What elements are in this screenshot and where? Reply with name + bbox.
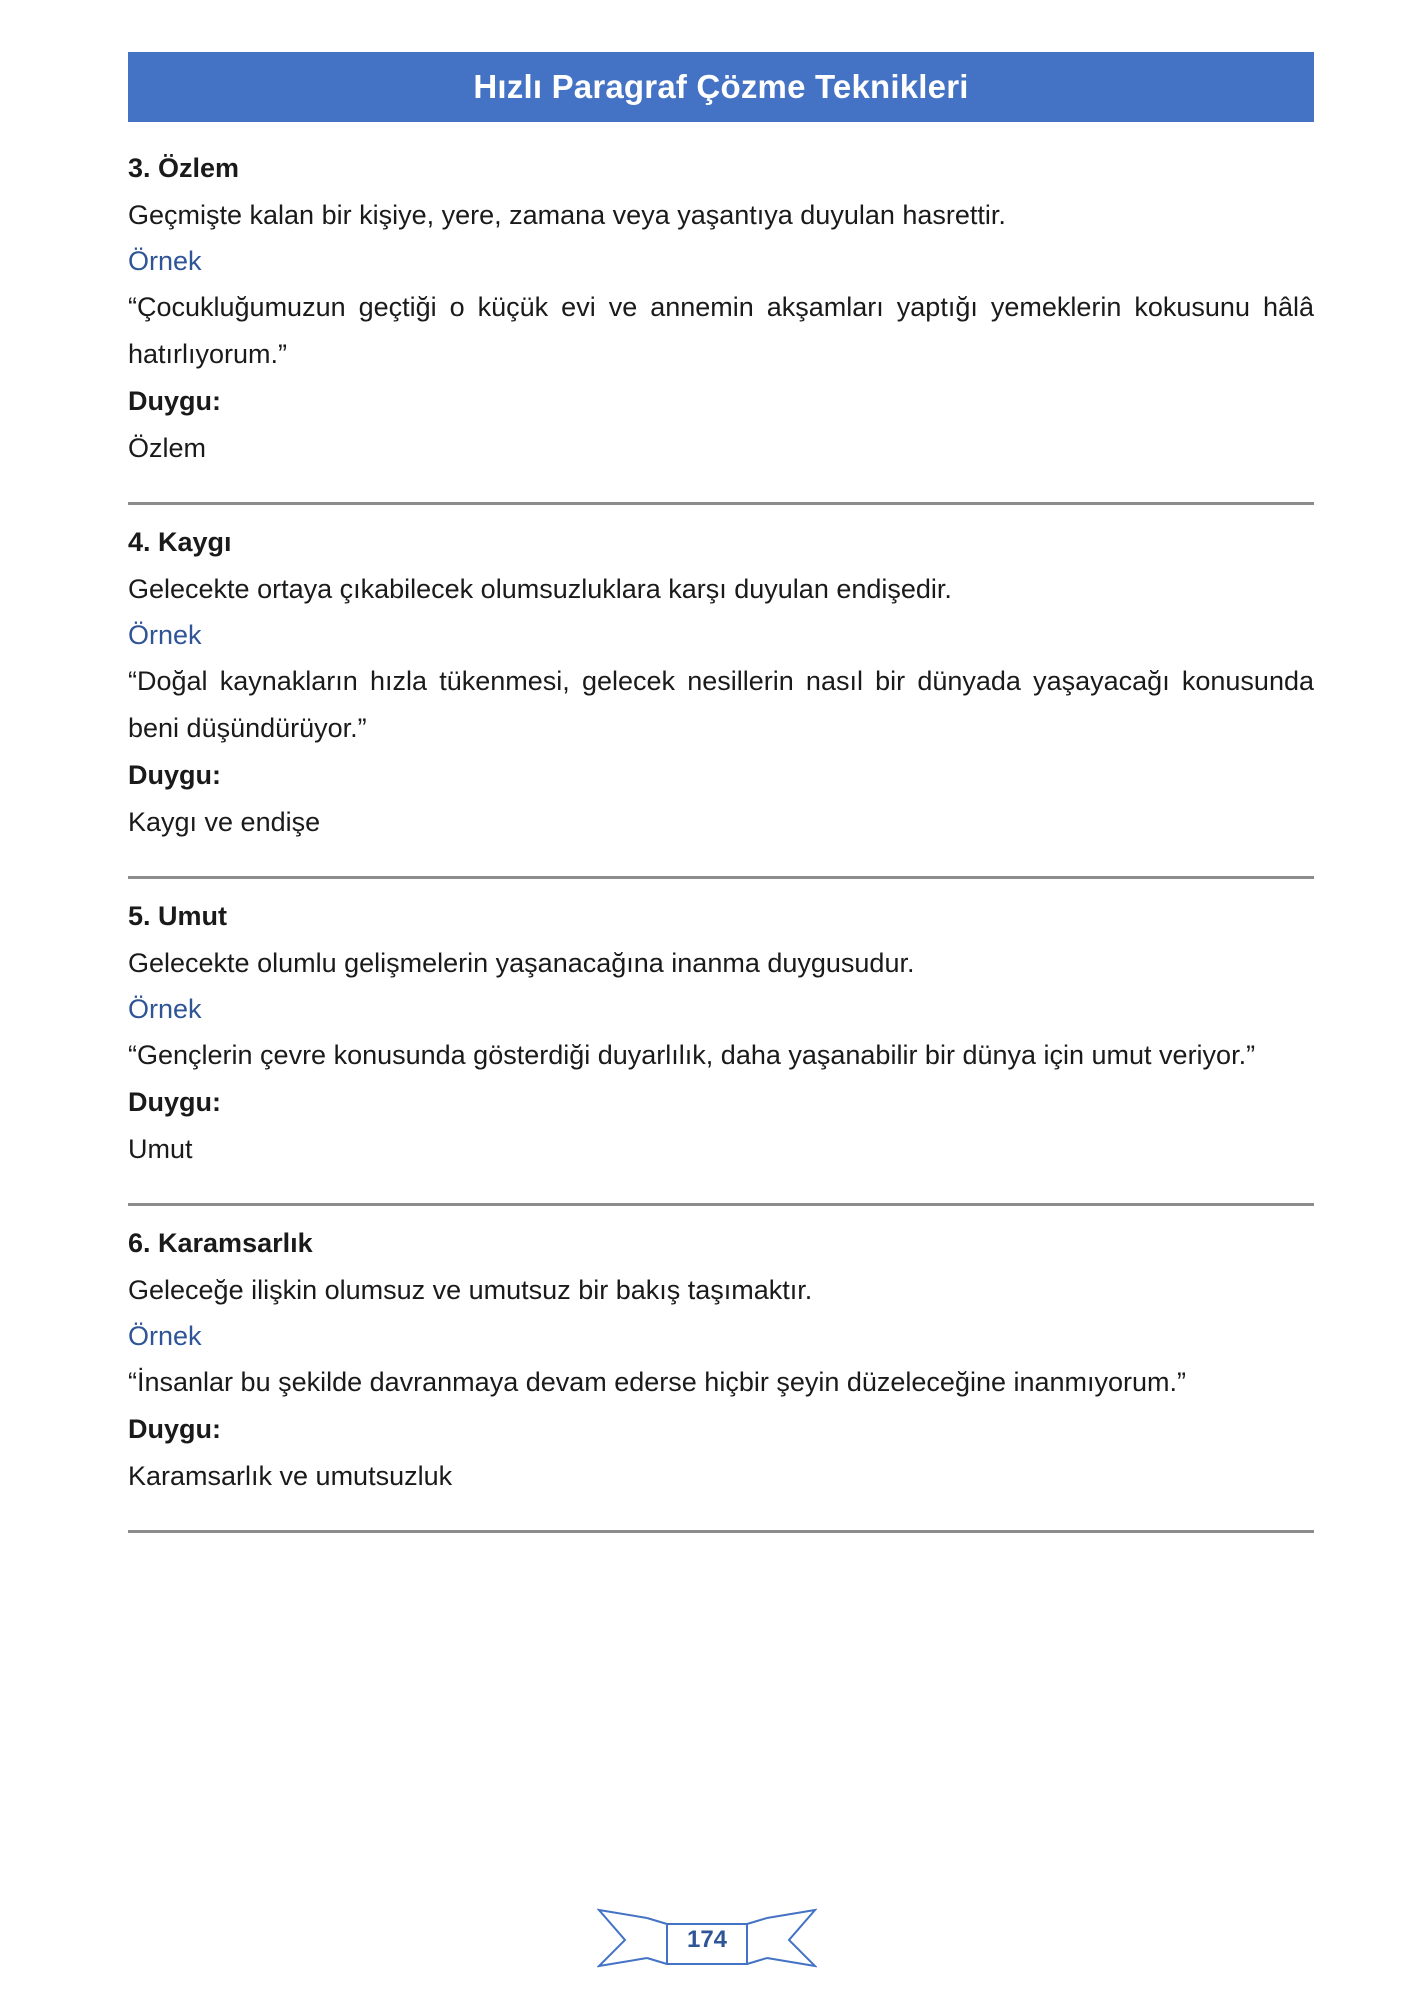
emotion-value: Karamsarlık ve umutsuzluk bbox=[128, 1461, 453, 1491]
example-label: Örnek bbox=[128, 994, 202, 1024]
example-quote: “İnsanlar bu şekilde davranmaya devam ederse hiçbir şeyin düzeleceğine inanmıyorum.” bbox=[128, 1367, 1187, 1397]
section-kaygi bbox=[128, 519, 1314, 846]
section-definition: Geleceğe ilişkin olumsuz ve umutsuz bir bakış taşımaktır. bbox=[128, 1275, 813, 1305]
emotion-label: Duygu: bbox=[128, 1414, 221, 1444]
section-divider bbox=[128, 1530, 1314, 1533]
example-label: Örnek bbox=[128, 246, 202, 276]
section-divider bbox=[128, 1203, 1314, 1206]
example-label: Örnek bbox=[128, 1321, 202, 1351]
section-ozlem bbox=[128, 145, 1314, 472]
emotion-value: Kaygı ve endişe bbox=[128, 807, 321, 837]
page-title: Hızlı Paragraf Çözme Teknikleri bbox=[473, 68, 969, 105]
emotion-value: Umut bbox=[128, 1134, 193, 1164]
section-title: 5. Umut bbox=[128, 901, 228, 931]
section-definition: Gelecekte ortaya çıkabilecek olumsuzluklara karşı duyulan endişedir. bbox=[128, 574, 952, 604]
emotion-label: Duygu: bbox=[128, 1087, 221, 1117]
example-label: Örnek bbox=[128, 620, 202, 650]
section-definition: Geçmişte kalan bir kişiye, yere, zamana veya yaşantıya duyulan hasrettir. bbox=[128, 200, 1006, 230]
page bbox=[128, 52, 1314, 1533]
section-title: 4. Kaygı bbox=[128, 527, 232, 557]
section-definition: Gelecekte olumlu gelişmelerin yaşanacağına inanma duygusudur. bbox=[128, 948, 915, 978]
page-number-ribbon bbox=[597, 1904, 817, 1968]
emotion-value: Özlem bbox=[128, 433, 207, 463]
section-umut bbox=[128, 893, 1314, 1173]
emotion-label: Duygu: bbox=[128, 760, 221, 790]
example-quote: “Gençlerin çevre konusunda gösterdiği duyarlılık, daha yaşanabilir bir dünya için umut veriyor.” bbox=[128, 1040, 1256, 1070]
example-quote: “Doğal kaynakların hızla tükenmesi, gelecek nesillerin nasıl bir dünyada yaşayacağı konusunda beni düşündürüyor.” bbox=[128, 666, 1314, 743]
section-title: 3. Özlem bbox=[128, 153, 240, 183]
section-divider bbox=[128, 502, 1314, 505]
section-divider bbox=[128, 876, 1314, 879]
example-quote: “Çocukluğumuzun geçtiği o küçük evi ve annemin akşamları yaptığı yemeklerin kokusunu hâlâ hatırlıyorum.” bbox=[128, 292, 1314, 369]
section-title: 6. Karamsarlık bbox=[128, 1228, 313, 1258]
page-number: 174 bbox=[686, 1926, 728, 1953]
section-karamsarlik bbox=[128, 1220, 1314, 1500]
emotion-label: Duygu: bbox=[128, 386, 221, 416]
page-header-banner bbox=[128, 52, 1314, 122]
